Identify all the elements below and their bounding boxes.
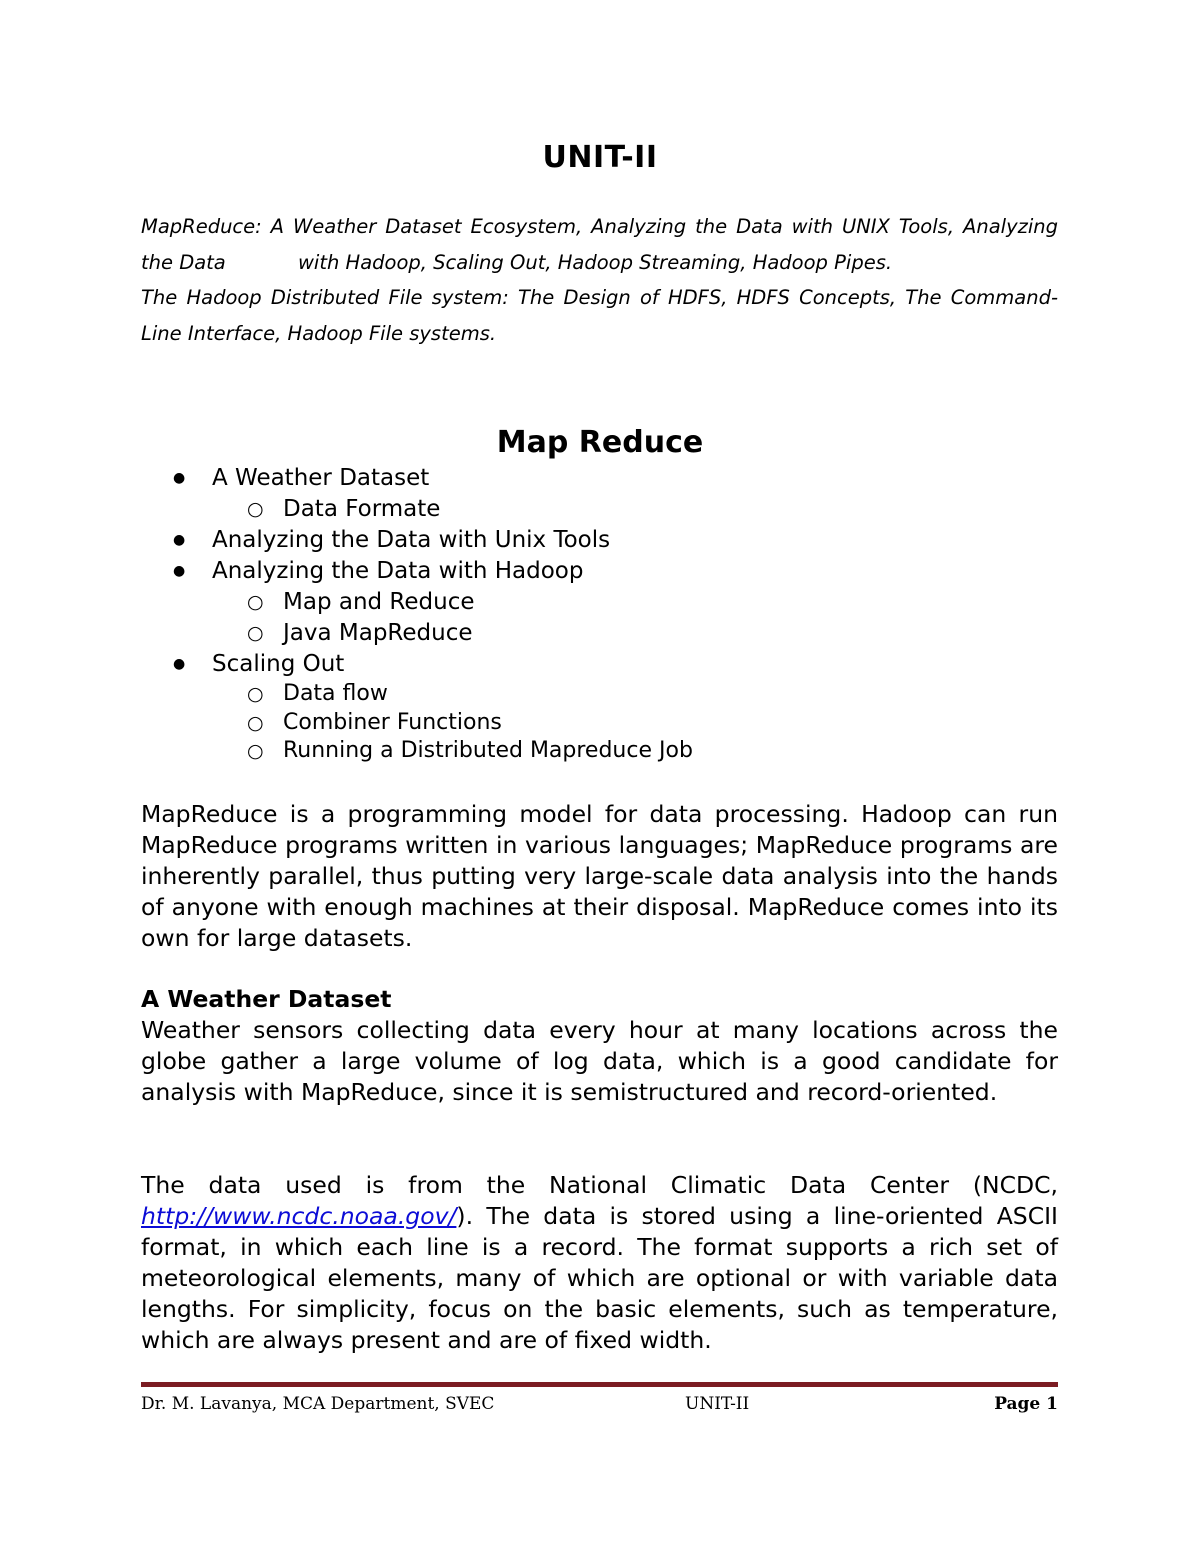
circle-bullet-icon: ○ xyxy=(247,622,264,644)
syllabus-line-2b: with Hadoop, Scaling Out, Hadoop Streaming, Hadoop xyxy=(297,250,828,274)
unit-title: UNIT-II xyxy=(542,140,658,175)
ncdc-text-after: ). The data is stored using a line-oriented ASCII format, in which each line is a record. The format supports a rich set of meteorological elements, many of which are optional or with variable data lengths. For simplicity, focus on the basic elements, such as temperature, which are always present and are of fixed width. xyxy=(141,1202,1058,1354)
bullet-icon: ● xyxy=(173,656,186,672)
outline-subitem-label: Java MapReduce xyxy=(283,620,473,646)
outline-subitem xyxy=(141,494,1058,525)
circle-bullet-icon: ○ xyxy=(247,498,264,520)
ncdc-paragraph xyxy=(141,1170,1058,1356)
circle-bullet-icon: ○ xyxy=(247,711,264,734)
footer-divider xyxy=(141,1382,1058,1387)
outline-item-label: Scaling Out xyxy=(212,651,345,677)
circle-bullet-icon: ○ xyxy=(247,740,264,762)
footer-page-number: Page 1 xyxy=(994,1394,1058,1414)
bullet-icon: ● xyxy=(173,470,186,486)
weather-paragraph: Weather sensors collecting data every hour at many locations across the globe gather a large volume of log data, which is a good candidate for analysis with MapReduce, since it is semistructured and record-oriented. xyxy=(141,1016,1058,1106)
ncdc-text-before: The data used is from the National Climatic Data Center (NCDC, xyxy=(141,1171,1058,1199)
syllabus-hdfs-topics: The Hadoop Distributed File system: The Design of HDFS, HDFS Concepts, The Command-Line Interface, Hadoop File systems. xyxy=(141,286,1058,345)
outline-subitem xyxy=(141,709,1058,738)
outline-item xyxy=(141,556,1058,587)
outline-subitem-label: Combiner Functions xyxy=(283,709,502,735)
outline-item xyxy=(141,649,1058,680)
outline-item-label: A Weather Dataset xyxy=(212,465,430,491)
bullet-icon: ● xyxy=(173,532,186,548)
weather-dataset-heading: A Weather Dataset xyxy=(141,985,392,1013)
outline-subitem xyxy=(141,680,1058,709)
outline-subitem-label: Data flow xyxy=(283,681,388,706)
outline-subitem-label: Map and Reduce xyxy=(283,589,475,615)
outline-item xyxy=(141,525,1058,556)
circle-bullet-icon: ○ xyxy=(247,591,264,613)
syllabus-line-2a: Analyzing the Data xyxy=(141,215,1058,274)
outline-subitem-label: Data Formate xyxy=(283,496,441,522)
footer-unit: UNIT-II xyxy=(685,1394,750,1414)
syllabus-line-3: Pipes. xyxy=(834,250,893,274)
outline-subitem-label: Running a Distributed Mapreduce Job xyxy=(283,738,693,763)
section-title: Map Reduce xyxy=(496,425,704,460)
syllabus-topics xyxy=(141,209,1058,280)
outline-item xyxy=(141,463,1058,494)
page-footer xyxy=(141,1394,1058,1420)
outline-subitem xyxy=(141,587,1058,618)
footer-author: Dr. M. Lavanya, MCA Department, SVEC xyxy=(141,1394,495,1414)
outline-item-label: Analyzing the Data with Hadoop xyxy=(212,558,584,584)
outline-subitem xyxy=(141,618,1058,649)
syllabus-line-1: MapReduce: A Weather Dataset Ecosystem, Analyzing the Data with UNIX Tools, xyxy=(141,215,955,238)
intro-paragraph: MapReduce is a programming model for data processing. Hadoop can run MapReduce programs written in various languages; MapReduce programs are inherently parallel, thus putting very large-scale data analysis into the hands of anyone with enough machines at their disposal. MapReduce comes into its own for large datasets. xyxy=(141,800,1058,952)
bullet-icon: ● xyxy=(173,563,186,579)
ncdc-link[interactable]: http://www.ncdc.noaa.gov/ xyxy=(141,1202,457,1230)
circle-bullet-icon: ○ xyxy=(247,683,264,705)
outline-subitem xyxy=(141,737,1058,766)
topic-outline xyxy=(141,463,1058,766)
syllabus-block xyxy=(141,209,1058,351)
outline-item-label: Analyzing the Data with Unix Tools xyxy=(212,527,611,553)
